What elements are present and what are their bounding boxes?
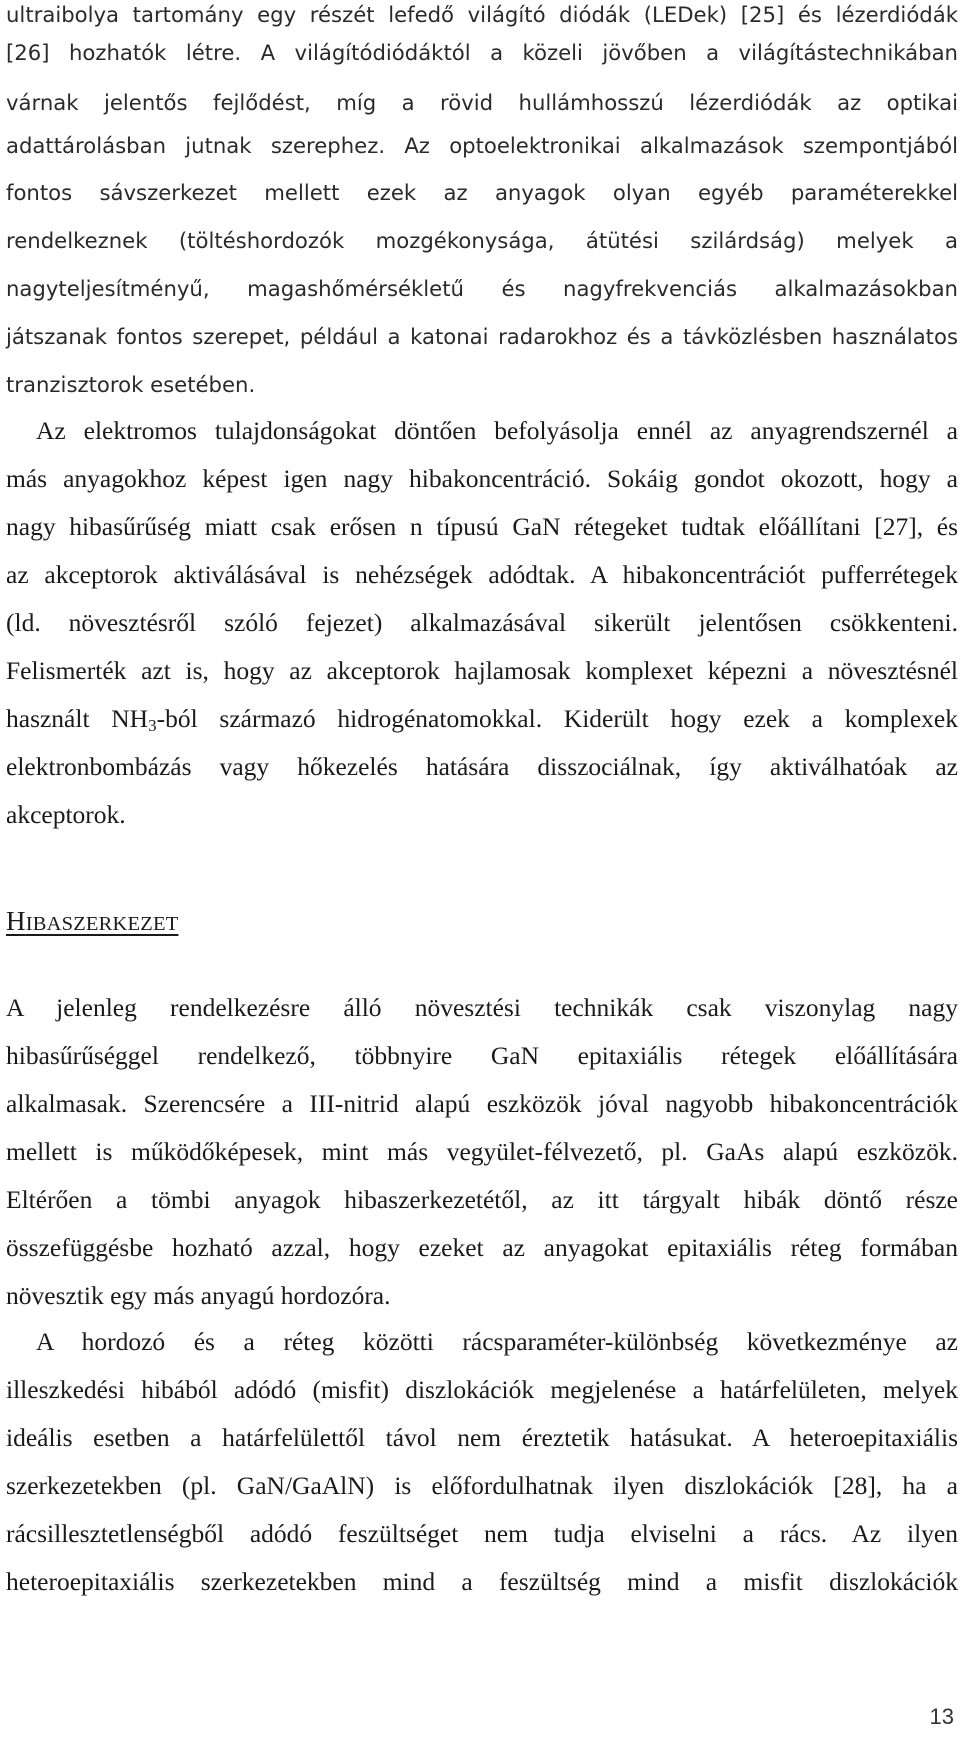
text-line: [26] hozhatók létre. A világítódiódáktól a közeli jövőben a világítástechnikában [6, 40, 958, 65]
text-line: rácsillesztetlenségből adódó feszültséget nem tudja elviselni a rács. Az ilyen [6, 1519, 958, 1548]
text-line: adattárolásban jutnak szerephez. Az optoelektronikai alkalmazások szempontjából [6, 133, 958, 158]
text-line: mellett is működőképesek, mint más vegyület-félvezető, pl. GaAs alapú eszközök. [6, 1137, 958, 1166]
text-line [6, 704, 958, 734]
text-line: alkalmasak. Szerencsére a III-nitrid alapú eszközök jóval nagyobb hibakoncentrációk [6, 1089, 958, 1118]
page-number: 13 [929, 1704, 954, 1729]
text-line: szerkezetekben (pl. GaN/GaAlN) is előfordulhatnak ilyen diszlokációk [28], ha a [6, 1471, 958, 1500]
text-line: az akceptorok aktiválásával is nehézségek adódtak. A hibakoncentrációt pufferrétegek [6, 560, 958, 589]
text-line: ideális esetben a határfelülettől távol nem éreztetik hatásukat. A heteroepitaxiális [6, 1423, 958, 1452]
text-line: Az elektromos tulajdonságokat döntően befolyásolja ennél az anyagrendszernél a [36, 416, 958, 445]
text-line: összefüggésbe hozható azzal, hogy ezeket az anyagokat epitaxiális réteg formában [6, 1233, 958, 1262]
text-run: -ból származó hidrogénatomokkal. Kiderült hogy ezek a komplexek [156, 704, 958, 733]
text-line: játszanak fontos szerepet, például a katonai radarokhoz és a távközlésben használatos [6, 324, 958, 349]
text-line: (ld. növesztésről szóló fejezet) alkalmazásával sikerült jelentősen csökkenteni. [6, 608, 958, 637]
text-line: heteroepitaxiális szerkezetekben mind a feszültség mind a misfit diszlokációk [6, 1567, 958, 1596]
heading-rest: IBASZERKEZET [25, 913, 179, 935]
text-line: ultraibolya tartomány egy részét lefedő világító diódák (LEDek) [25] és lézerdiódák [6, 2, 958, 27]
text-run: használt NH [6, 704, 149, 733]
text-line: akceptorok. [6, 800, 126, 829]
text-line: Eltérően a tömbi anyagok hibaszerkezetétől, az itt tárgyalt hibák döntő része [6, 1185, 958, 1214]
subscript: 3 [148, 716, 157, 735]
text-line: hibasűrűséggel rendelkező, többnyire GaN epitaxiális rétegek előállítására [6, 1041, 958, 1070]
text-line: nagyteljesítményű, magashőmérsékletű és nagyfrekvenciás alkalmazásokban [6, 276, 958, 301]
text-line: várnak jelentős fejlődést, míg a rövid hullámhosszú lézerdiódák az optikai [6, 90, 958, 115]
text-line: növesztik egy más anyagú hordozóra. [6, 1281, 391, 1310]
text-line: A jelenleg rendelkezésre álló növesztési technikák csak viszonylag nagy [6, 993, 958, 1022]
text-line: A hordozó és a réteg közötti rácsparaméter-különbség következménye az [36, 1327, 958, 1356]
text-line: illeszkedési hibából adódó (misfit) diszlokációk megjelenése a határfelületen, melyek [6, 1375, 958, 1404]
text-line: fontos sávszerkezet mellett ezek az anyagok olyan egyéb paraméterekkel [6, 180, 958, 205]
text-line: tranzisztorok esetében. [6, 372, 256, 397]
text-line: Felismerték azt is, hogy az akceptorok hajlamosak komplexet képezni a növesztésnél [6, 656, 958, 685]
text-line: elektronbombázás vagy hőkezelés hatására disszociálnak, így aktiválhatóak az [6, 752, 958, 781]
text-line: nagy hibasűrűség miatt csak erősen n típusú GaN rétegeket tudtak előállítani [27], és [6, 512, 958, 541]
text-line: rendelkeznek (töltéshordozók mozgékonysága, átütési szilárdság) melyek a [6, 228, 958, 253]
text-line: más anyagokhoz képest igen nagy hibakoncentráció. Sokáig gondot okozott, hogy a [6, 464, 958, 493]
section-heading [6, 904, 178, 938]
heading-initial: H [6, 906, 26, 936]
